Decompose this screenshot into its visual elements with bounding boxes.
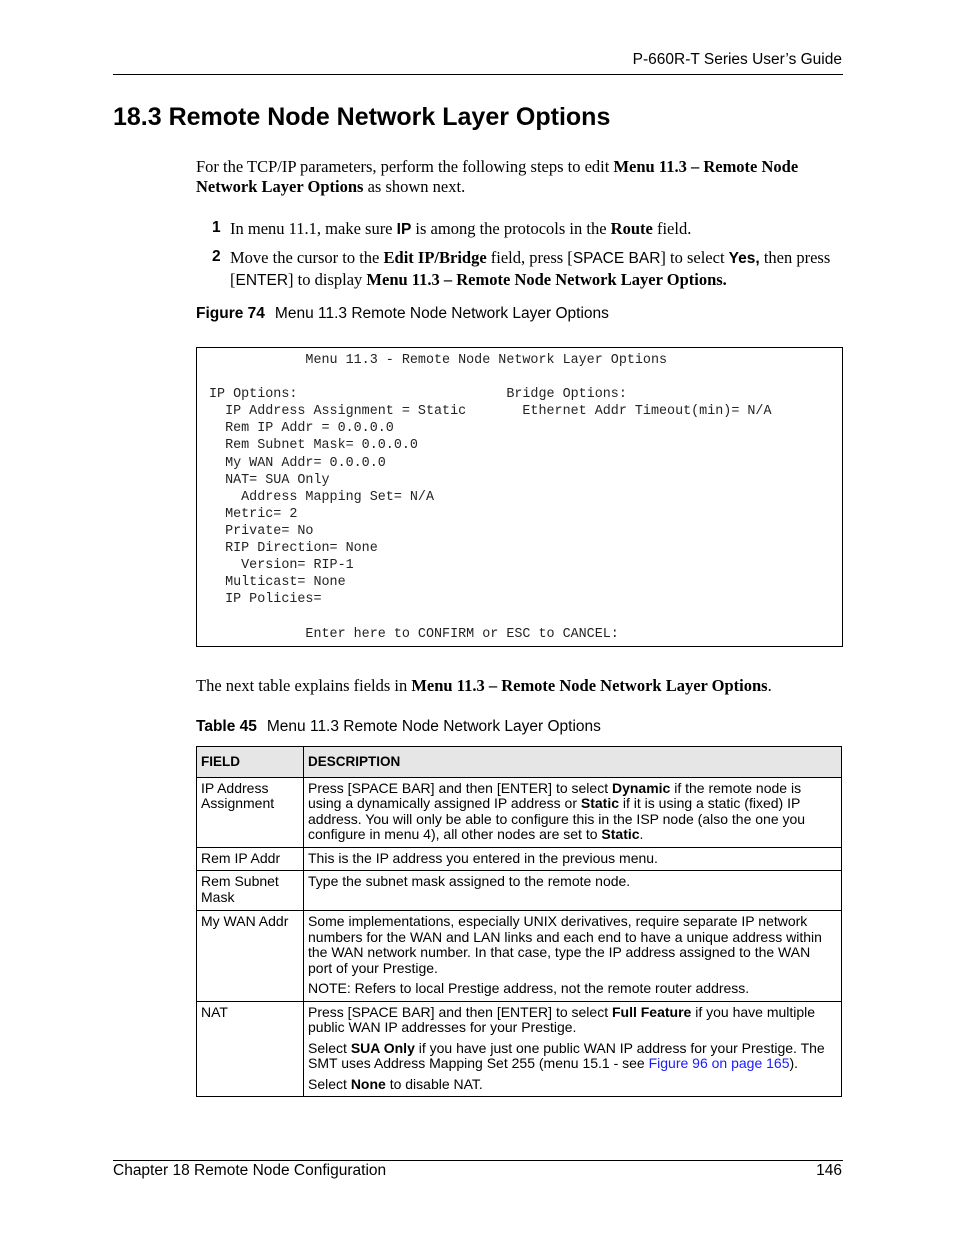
page-number: 146 bbox=[816, 1162, 842, 1179]
desc-text: if you have just one public WAN IP address for your Prestige. The SMT uses Address Mapping Set 255 (menu 15.1 - see bbox=[308, 1039, 825, 1071]
header-field: FIELD bbox=[197, 747, 304, 778]
figure-caption bbox=[196, 305, 609, 323]
intro-text: For the TCP/IP parameters, perform the following steps to edit bbox=[196, 157, 614, 176]
step-2-key-space: SPACE BAR bbox=[572, 250, 661, 267]
desc-text: Select bbox=[308, 1039, 351, 1056]
fields-table bbox=[196, 746, 842, 1097]
field-cell: My WAN Addr bbox=[197, 911, 304, 1002]
description-cell: This is the IP address you entered in the previous menu. bbox=[304, 847, 842, 871]
step-1-field-name: Route bbox=[610, 219, 653, 238]
desc-paragraph bbox=[308, 1077, 837, 1093]
desc-paragraph bbox=[308, 1041, 837, 1072]
header-description: DESCRIPTION bbox=[304, 747, 842, 778]
intro-paragraph bbox=[196, 157, 836, 197]
step-2-menu-name: Menu 11.3 – Remote Node Network Layer Options. bbox=[366, 270, 727, 289]
smt-screen-figure bbox=[196, 347, 843, 647]
desc-bold: Static bbox=[601, 826, 640, 842]
desc-bold: None bbox=[350, 1075, 386, 1092]
field-cell: NAT bbox=[197, 1001, 304, 1097]
footer-divider bbox=[113, 1160, 843, 1161]
desc-bold: SUA Only bbox=[350, 1039, 415, 1056]
step-2-text bbox=[230, 247, 840, 291]
field-cell: Rem Subnet Mask bbox=[197, 871, 304, 911]
table-row bbox=[197, 1001, 842, 1097]
table-intro-menu-name: Menu 11.3 – Remote Node Network Layer Options bbox=[411, 676, 768, 695]
description-cell: Type the subnet mask assigned to the remote node. bbox=[304, 871, 842, 911]
table-intro-paragraph bbox=[196, 676, 836, 696]
table-caption bbox=[196, 718, 601, 736]
desc-text: . bbox=[639, 826, 644, 842]
desc-text: Press [SPACE BAR] and then [ENTER] to select bbox=[308, 779, 612, 796]
table-intro-text-end: . bbox=[767, 676, 772, 695]
step-number-1: 1 bbox=[212, 219, 221, 236]
table-row bbox=[197, 777, 842, 847]
intro-text-end: as shown next. bbox=[363, 177, 466, 196]
intro-menu-name: Menu 11.3 – Remote Node Network Layer Options bbox=[196, 157, 799, 196]
table-row bbox=[197, 911, 842, 1002]
table-row bbox=[197, 871, 842, 911]
step-1-text bbox=[230, 218, 840, 240]
description-cell bbox=[304, 1001, 842, 1097]
description-cell bbox=[304, 911, 842, 1002]
desc-text: ). bbox=[789, 1055, 799, 1071]
step-2-part: ] to display bbox=[288, 270, 367, 289]
step-2-value-yes: Yes, bbox=[728, 250, 760, 267]
figure-caption-text: Menu 11.3 Remote Node Network Layer Options bbox=[274, 305, 609, 322]
header-divider bbox=[113, 74, 843, 75]
step-2-key-enter: ENTER bbox=[235, 272, 289, 289]
desc-bold: Dynamic bbox=[611, 779, 671, 796]
step-number-2: 2 bbox=[212, 248, 221, 265]
table-intro-text: The next table explains fields in bbox=[196, 676, 412, 695]
footer-chapter: Chapter 18 Remote Node Configuration bbox=[113, 1162, 387, 1179]
guide-title: P-660R-T Series User’s Guide bbox=[632, 51, 842, 68]
figure-96-link[interactable]: Figure 96 on page 165 bbox=[648, 1055, 790, 1071]
desc-note: NOTE: Refers to local Prestige address, not the remote router address. bbox=[308, 980, 750, 996]
description-cell bbox=[304, 777, 842, 847]
table-row bbox=[197, 847, 842, 871]
desc-text: Select bbox=[308, 1075, 351, 1092]
desc-paragraph bbox=[308, 1005, 837, 1036]
step-2-part: Move the cursor to the bbox=[230, 248, 384, 267]
step-1-part: is among the protocols in the bbox=[411, 219, 611, 238]
table-caption-text: Menu 11.3 Remote Node Network Layer Options bbox=[266, 718, 601, 735]
step-1-part: field. bbox=[652, 219, 692, 238]
field-cell: Rem IP Addr bbox=[197, 847, 304, 871]
step-2-part: then press [ bbox=[230, 248, 831, 289]
step-1-part: In menu 11.1, make sure bbox=[230, 219, 397, 238]
smt-screen-text: Menu 11.3 - Remote Node Network Layer Options IP Options: Bridge Options: IP Address Assignment = Static Ethernet Addr Timeout(min)= N/A Rem IP Addr = 0.0.0.0 Rem Subnet Mask= 0.0.0.0 My WAN Addr= 0.0.0.0 NAT= SUA Only Address Mapping Set= N/A Metric= 2 Private= No RIP Direction= None Version= RIP-1 Multicast= None IP Policies= Enter here to CONFIRM or ESC to CANCEL: bbox=[209, 353, 772, 642]
desc-paragraph: Some implementations, especially UNIX derivatives, require separate IP network numbers for the WAN and LAN links and each end to have a unique address within the WAN network number. In that case, type the IP address assigned to the WAN port of your Prestige. bbox=[308, 913, 822, 976]
step-1-protocol: IP bbox=[396, 221, 412, 238]
desc-text: if you have multiple public WAN IP addresses for your Prestige. bbox=[308, 1003, 816, 1035]
desc-text: Press [SPACE BAR] and then [ENTER] to select bbox=[308, 1003, 612, 1020]
desc-bold: Static bbox=[580, 795, 620, 811]
figure-label: Figure 74 bbox=[196, 305, 265, 322]
step-2-field-name: Edit IP/Bridge bbox=[383, 248, 487, 267]
desc-bold: Full Feature bbox=[611, 1003, 692, 1020]
section-title: 18.3 Remote Node Network Layer Options bbox=[113, 103, 611, 131]
desc-text: if it is using a static (fixed) IP address. You will only be able to configure this in the ISP node (also the one you configure in menu 4), all other nodes are set to bbox=[308, 795, 806, 842]
step-2-part: field, press [ bbox=[486, 248, 573, 267]
table-header-row bbox=[197, 747, 842, 778]
desc-text: to disable NAT. bbox=[385, 1075, 483, 1092]
table-label: Table 45 bbox=[196, 718, 257, 735]
desc-text: if the remote node is using a dynamically assigned IP address or bbox=[308, 779, 802, 811]
step-2-part: ] to select bbox=[660, 248, 729, 267]
field-cell: IP Address Assignment bbox=[197, 777, 304, 847]
